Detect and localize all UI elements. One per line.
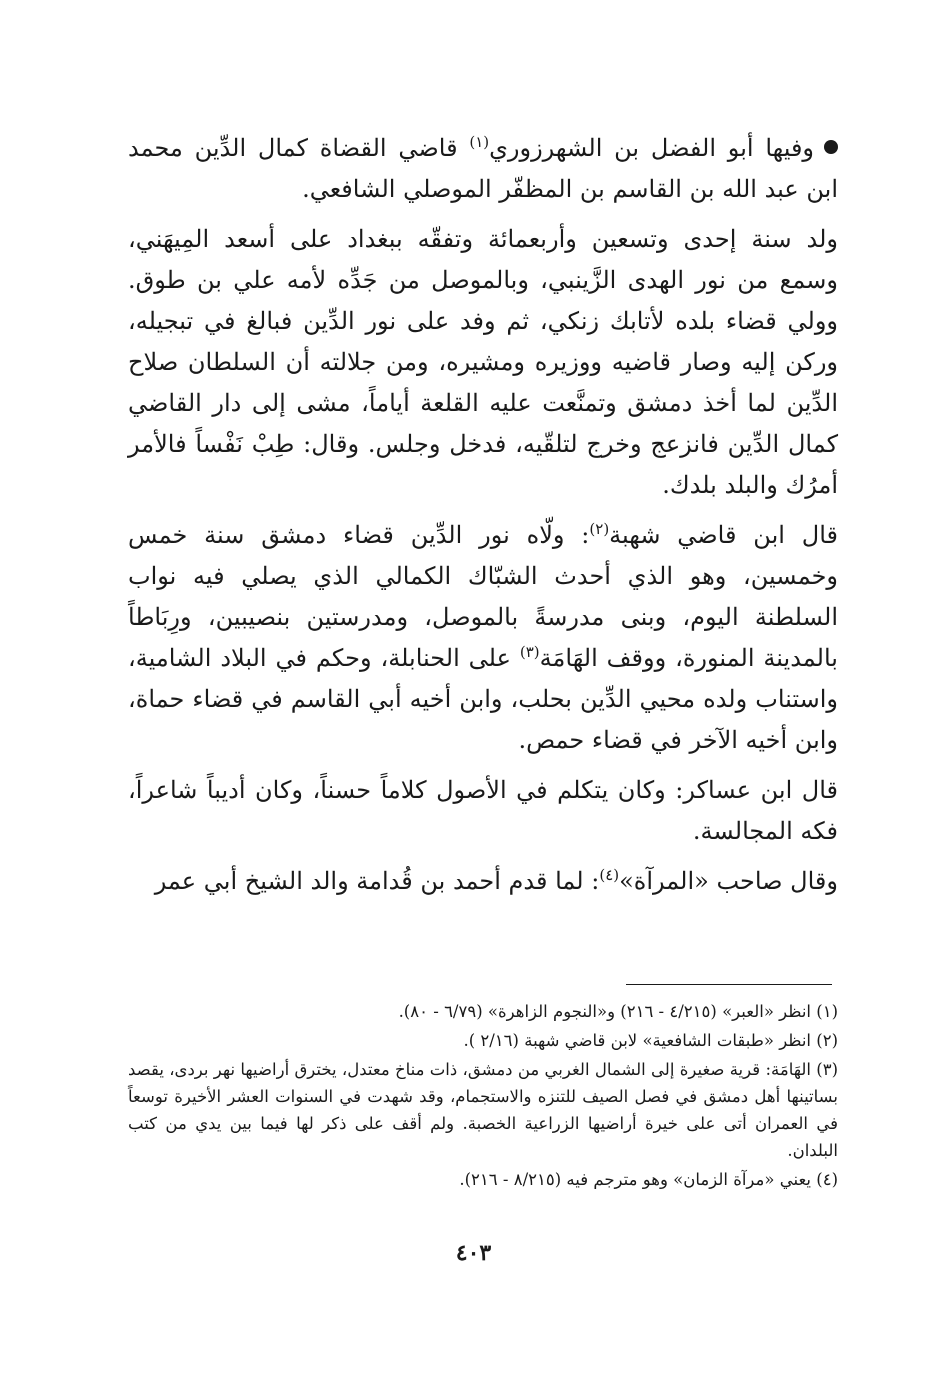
- paragraph-5: [128, 861, 838, 902]
- footnote-2: (٢) انظر «طبقات الشافعية» لابن قاضي شهبة (٢/١٦ ).: [463, 1031, 838, 1050]
- footnote-divider: [626, 984, 832, 985]
- main-text: [128, 128, 838, 911]
- paragraph-1: [128, 128, 838, 210]
- paragraph-5-text-a: وقال صاحب «المرآة»: [619, 867, 838, 895]
- paragraph-2: ولد سنة إحدى وتسعين وأربعمائة وتفقّه ببغداد على أسعد المِيهَني، وسمع من نور الهدى الزَّينبي، وبالموصل من جَدِّه لأمه علي بن طوق. وولي قضاء بلده لأتابك زنكي، ثم وفد على نور الدِّين فبالغ في تبجيله، وركن إليه وصار قاضيه ووزيره ومشيره، ومن جلالته أن السلطان صلاح الدِّين لما أخذ دمشق وتمنَّعت عليه القلعة أياماً، مشى إلى دار القاضي كمال الدِّين فانزعج وخرج لتلقّيه، فدخل وجلس. وقال: طِبْ نَفْساً فالأمر أمرُك والبلد بلدك.: [128, 225, 838, 499]
- footnote-ref-4: (٤): [599, 866, 620, 884]
- paragraph-1-text-b: قاضي القضاة كمال الدِّين محمد ابن عبد الله بن القاسم بن المظفّر الموصلي الشافعي.: [128, 134, 838, 203]
- paragraph-1-text-a: وفيها أبو الفضل بن الشهرزوري: [489, 134, 815, 162]
- paragraph-3-text-b: : ولّاه نور الدِّين قضاء دمشق سنة خمس وخمسين، وهو الذي أحدث الشبّاك الكمالي الذي يصلي فيه نواب السلطنة اليوم، وبنى مدرسةً بالموصل، ومدرستين بنصيبين، ورِبَاطاً بالمدينة المنورة، ووقف الهَامَة: [128, 521, 838, 672]
- footnote-ref-1: (١): [469, 133, 490, 151]
- footnotes: [128, 998, 838, 1195]
- footnote-1: (١) انظر «العبر» (٤/٢١٥ - ٢١٦) و«النجوم الزاهرة» (٦/٧٩ - ٨٠).: [398, 1002, 838, 1021]
- paragraph-4: قال ابن عساكر: وكان يتكلم في الأصول كلاماً حسناً، وكان أديباً شاعراً، فكه المجالسة.: [128, 776, 838, 845]
- bullet-icon: [824, 140, 838, 154]
- footnote-4: (٤) يعني «مرآة الزمان» وهو مترجم فيه (٨/٢١٥ - ٢١٦).: [459, 1170, 838, 1189]
- paragraph-3: [128, 515, 838, 761]
- paragraph-3-text-c: على الحنابلة، وحكم في البلاد الشامية، واستناب ولده محيي الدِّين بحلب، وابن أخيه أبي القاسم في قضاء حماة، وابن أخيه الآخر في قضاء حمص.: [128, 644, 838, 754]
- footnote-3: (٣) الهَامَة: قرية صغيرة إلى الشمال الغربي من دمشق، ذات مناخ معتدل، يخترق أراضيها نهر بردى، يقصد بساتينها أهل دمشق في فصل الصيف للتنزه والاستجمام، وقد شهدت في السنوات العشر الأخيرة توسعاً في العمران أتى على خيرة أراضيها الزراعية الخصبة. ولم أقف على ذكر لها فيما بين يدي من كتب البلدان.: [128, 1060, 838, 1160]
- footnote-ref-3: (٣): [519, 643, 540, 661]
- paragraph-5-text-b: : لما قدم أحمد بن قُدامة والد الشيخ أبي عمر: [154, 867, 600, 895]
- footnote-ref-2: (٢): [589, 520, 610, 538]
- page-number: ٤٠٣: [455, 1240, 492, 1266]
- paragraph-3-text-a: قال ابن قاضي شهبة: [609, 521, 838, 549]
